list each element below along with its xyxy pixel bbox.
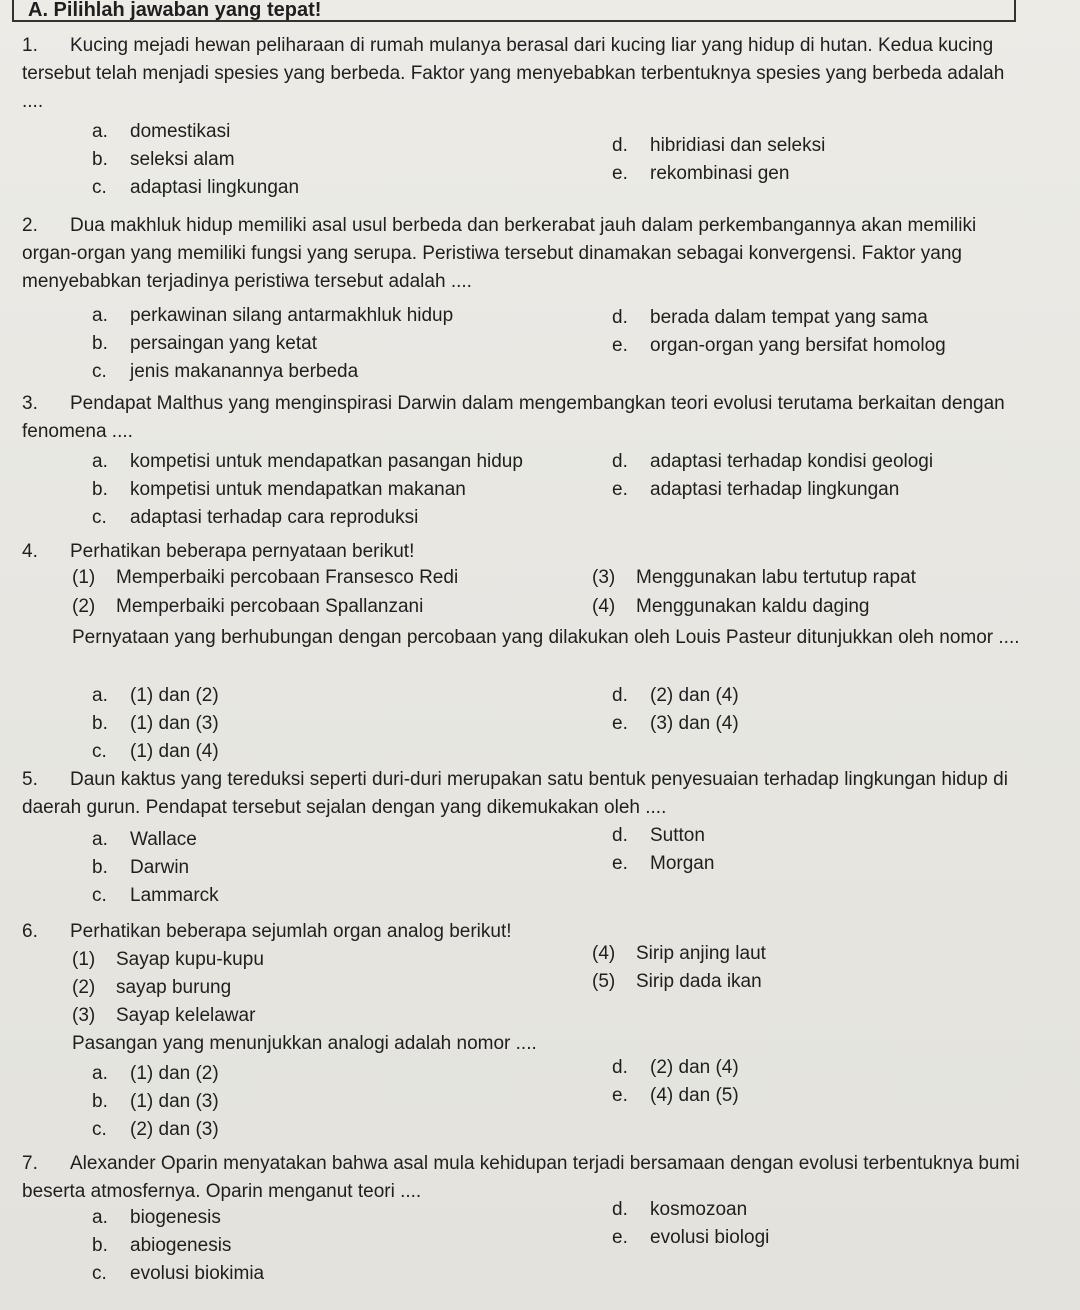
option-b[interactable]: b. kompetisi untuk mendapatkan makanan [92,479,466,500]
statement-2: (2) sayap burung [72,977,232,998]
question-5 [22,766,1022,822]
section-title: A. Pilihlah jawaban yang tepat! [12,0,1016,22]
question-text: Daun kaktus yang tereduksi seperti duri-duri merupakan satu bentuk penyesuaian terhadap lingkungan hidup di daerah gurun. Pendapat tersebut sejalan dengan yang dikemukakan oleh .... [22,769,1008,818]
option-e[interactable]: e. evolusi biologi [612,1227,770,1248]
statement-1: (1) Memperbaiki percobaan Fransesco Redi [72,567,459,588]
question-text: Kucing mejadi hewan peliharaan di rumah mulanya berasal dari kucing liar yang hidup di hutan. Kedua kucing tersebut telah menjadi spesies yang berbeda. Faktor yang menyebabkan terbentuknya spesies yang berbeda adalah .... [22,35,1005,112]
option-c[interactable]: c. jenis makanannya berbeda [92,361,359,382]
question-stem [22,766,1022,822]
option-e[interactable]: e. rekombinasi gen [612,163,790,184]
question-number: 2. [22,215,38,236]
option-c[interactable]: c. evolusi biokimia [92,1263,265,1284]
question-text: Pasangan yang menunjukkan analogi adalah nomor .... [72,1033,537,1054]
option-d[interactable]: d. (2) dan (4) [612,1057,739,1078]
option-e[interactable]: e. organ-organ yang bersifat homolog [612,335,946,356]
statement-3: (3) Sayap kelelawar [72,1005,256,1026]
option-b[interactable]: b. seleksi alam [92,149,235,170]
question-2 [22,212,1022,296]
option-b[interactable]: b. (1) dan (3) [92,1091,219,1112]
question-number: 3. [22,393,38,414]
question-7 [22,1150,1022,1206]
question-stem [22,212,1022,296]
option-c[interactable]: c. adaptasi terhadap cara reproduksi [92,507,419,528]
option-d[interactable]: d. (2) dan (4) [612,685,739,706]
option-e[interactable]: e. (3) dan (4) [612,713,739,734]
question-stem [22,918,1022,946]
option-e[interactable]: e. Morgan [612,853,715,874]
question-stem [22,1150,1022,1206]
statement-4: (4) Sirip anjing laut [592,943,766,964]
statement-2: (2) Memperbaiki percobaan Spallanzani [72,596,424,617]
question-number: 4. [22,541,38,562]
option-d[interactable]: d. berada dalam tempat yang sama [612,307,928,328]
option-c[interactable]: c. adaptasi lingkungan [92,177,300,198]
option-e[interactable]: e. adaptasi terhadap lingkungan [612,479,900,500]
question-text: Alexander Oparin menyatakan bahwa asal mula kehidupan terjadi bersamaan dengan evolusi terbentuknya bumi beserta atmosfernya. Oparin menganut teori .... [22,1153,1020,1202]
question-text: Perhatikan beberapa pernyataan berikut! [70,541,415,562]
question-4-stem2 [72,624,1022,652]
question-1 [22,32,1022,116]
option-d[interactable]: d. hibridiasi dan seleksi [612,135,826,156]
statement-5: (5) Sirip dada ikan [592,971,762,992]
option-c[interactable]: c. Lammarck [92,885,219,906]
option-b[interactable]: b. (1) dan (3) [92,713,219,734]
question-number: 1. [22,35,38,56]
question-text: Perhatikan beberapa sejumlah organ analog berikut! [70,921,512,942]
statement-1: (1) Sayap kupu-kupu [72,949,264,970]
question-6-stem2 [72,1030,1022,1058]
option-a[interactable]: a. domestikasi [92,121,231,142]
option-a[interactable]: a. perkawinan silang antarmakhluk hidup [92,305,454,326]
question-3 [22,390,1022,446]
question-number: 7. [22,1153,38,1174]
option-e[interactable]: e. (4) dan (5) [612,1085,739,1106]
option-d[interactable]: d. kosmozoan [612,1199,748,1220]
option-d[interactable]: d. adaptasi terhadap kondisi geologi [612,451,934,472]
option-c[interactable]: c. (2) dan (3) [92,1119,219,1140]
option-b[interactable]: b. abiogenesis [92,1235,232,1256]
question-text: Pendapat Malthus yang menginspirasi Darwin dalam mengembangkan teori evolusi terutama berkaitan dengan fenomena .... [22,393,1005,442]
question-number: 6. [22,921,38,942]
option-a[interactable]: a. (1) dan (2) [92,1063,219,1084]
question-4 [22,538,1022,566]
option-b[interactable]: b. persaingan yang ketat [92,333,317,354]
question-text: Dua makhluk hidup memiliki asal usul berbeda dan berkerabat jauh dalam perkembangannya akan memiliki organ-organ yang memiliki fungsi yang serupa. Peristiwa tersebut dinamakan sebagai konvergensi. Faktor yang menyebabkan terjadinya peristiwa tersebut adalah .... [22,215,977,292]
question-6 [22,918,1022,946]
option-a[interactable]: a. kompetisi untuk mendapatkan pasangan hidup [92,451,523,472]
option-a[interactable]: a. Wallace [92,829,197,850]
option-a[interactable]: a. (1) dan (2) [92,685,219,706]
question-stem [22,390,1022,446]
question-stem [22,32,1022,116]
statement-3: (3) Menggunakan labu tertutup rapat [592,567,916,588]
option-d[interactable]: d. Sutton [612,825,705,846]
statement-4: (4) Menggunakan kaldu daging [592,596,870,617]
option-c[interactable]: c. (1) dan (4) [92,741,219,762]
question-number: 5. [22,769,38,790]
question-stem [22,538,1022,566]
option-a[interactable]: a. biogenesis [92,1207,221,1228]
option-b[interactable]: b. Darwin [92,857,190,878]
question-text: Pernyataan yang berhubungan dengan percobaan yang dilakukan oleh Louis Pasteur ditunjukkan oleh nomor .... [72,627,1020,648]
